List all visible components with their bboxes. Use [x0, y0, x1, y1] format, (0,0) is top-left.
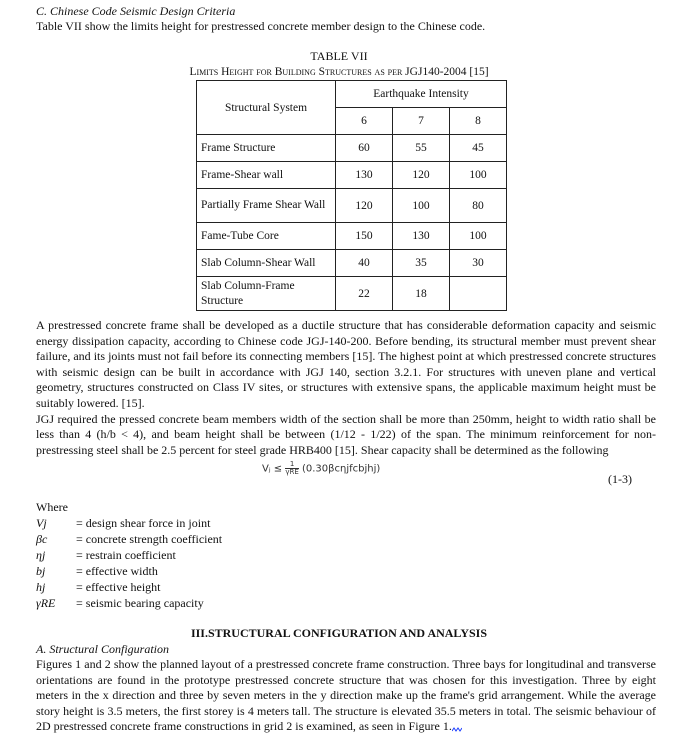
- cell-value: 35: [393, 250, 450, 277]
- definition-symbol: ηj: [36, 548, 46, 562]
- definition-text: = effective width: [76, 564, 158, 578]
- cell-value: 100: [393, 189, 450, 223]
- cell-value: 100: [450, 162, 507, 189]
- formula-fraction: [285, 461, 298, 476]
- definition-symbol: Vj: [36, 516, 47, 530]
- cell-value: 60: [336, 135, 393, 162]
- definition-symbol: bj: [36, 564, 46, 578]
- table-row: [197, 162, 507, 189]
- limits-height-table: [196, 80, 507, 311]
- structural-configuration-subheading: A. Structural Configuration: [36, 642, 170, 656]
- header-structural-system: Structural System: [197, 81, 336, 135]
- definition-symbol: βc: [36, 532, 48, 546]
- cell-value: 22: [336, 277, 393, 311]
- definition-symbol: γRE: [36, 596, 56, 610]
- cell-value: 40: [336, 250, 393, 277]
- paragraph-beam-requirements: JGJ required the pressed concrete beam members width of the section shall be more than 250mm, height to width ratio shall be less than 4 (h/b < 4), and beam height shall be between (1/12 - 1/22) of the span. The minimum reinforcement for non-prestressing steel shall be 2.5 percent for steel grade HRB400 [15]. Shear capacity shall be determined as the following: [36, 411, 656, 457]
- cell-value: 130: [393, 223, 450, 250]
- cell-value: 150: [336, 223, 393, 250]
- definition-text: = concrete strength coefficient: [76, 532, 223, 546]
- shear-capacity-formula: [262, 461, 380, 477]
- cell-value: 80: [450, 189, 507, 223]
- cell-value: 120: [393, 162, 450, 189]
- cell-value: 18: [393, 277, 450, 311]
- structural-configuration-paragraph: Figures 1 and 2 show the planned layout of a prestressed concrete frame construction. Three bays for longitudinal and transverse orientations are found in the prototype prestressed concrete structure that was chosen for this investigation. Three by eight meters in the x direction and three by seven meters in the y direction make up the frame's grid arrangement. While the average story height is 3.5 meters, the first storey is 4 meters tall. The structure is elevated 35.5 meters in total. The seismic behaviour of 2D prestressed concrete frame constructions in grid 2 is examined, as seen in Figure 1.: [36, 657, 656, 734]
- where-label: Where: [36, 500, 68, 514]
- cell-value: 120: [336, 189, 393, 223]
- formula-rhs: (0.30βcηjfcbjhj): [301, 463, 381, 475]
- cell-value: 130: [336, 162, 393, 189]
- equation-number: (1-3): [608, 472, 632, 486]
- table-row: [197, 223, 507, 250]
- table-number: TABLE VII: [310, 49, 368, 63]
- body-paragraph: [36, 318, 656, 458]
- formula-numerator: 1: [289, 460, 295, 468]
- table-row: [197, 250, 507, 277]
- row-system: Slab Column-Shear Wall: [197, 250, 336, 277]
- cell-value: 45: [450, 135, 507, 162]
- intensity-8: 8: [450, 108, 507, 135]
- section-iii-heading: III.STRUCTURAL CONFIGURATION AND ANALYSIS: [190, 626, 488, 640]
- paragraph-ductility: A prestressed concrete frame shall be developed as a ductile structure that has considerable deformation capacity and seismic energy dissipation capacity, according to Chinese code JGJ-140-200. Before bending, its structural member must prevent shear failure, and its joints must not fail before its connecting members [15]. The highest point at which prestressed concrete structures with seismic design can be built in accordance with JGJ 140, section 3.2.1. For structures with uneven plane and vertical geometry, structures constructed on Class IV sites, or structures with extensive spans, the applicable maximum height must be suitably lowered. [15].: [36, 318, 656, 410]
- cell-value: [450, 277, 507, 311]
- structural-configuration-body: [36, 657, 656, 735]
- definition-symbol: hj: [36, 580, 46, 594]
- section-c-intro: Table VII show the limits height for prestressed concrete member design to the Chinese code.: [36, 19, 486, 33]
- row-system: Partially Frame Shear Wall: [197, 189, 336, 223]
- cell-value: 100: [450, 223, 507, 250]
- table-row: [197, 189, 507, 223]
- definition-text: = effective height: [76, 580, 161, 594]
- row-system: Fame-Tube Core: [197, 223, 336, 250]
- intensity-6: 6: [336, 108, 393, 135]
- intensity-7: 7: [393, 108, 450, 135]
- definition-text: = restrain coefficient: [76, 548, 176, 562]
- cell-value: 55: [393, 135, 450, 162]
- formula-lhs: Vⱼ ≤: [262, 463, 283, 475]
- spellcheck-squiggle-icon: [452, 727, 462, 733]
- definition-text: = design shear force in joint: [76, 516, 211, 530]
- row-system: Slab Column-Frame Structure: [197, 277, 336, 311]
- formula-denominator: γRE: [285, 468, 299, 476]
- header-earthquake-intensity: Earthquake Intensity: [336, 81, 507, 108]
- row-system: Frame Structure: [197, 135, 336, 162]
- table-row: [197, 277, 507, 311]
- table-caption: Limits Height for Building Structures as per JGJ140-2004 [15]: [189, 66, 489, 78]
- section-c-heading: C. Chinese Code Seismic Design Criteria: [36, 4, 236, 18]
- cell-value: 30: [450, 250, 507, 277]
- definition-text: = seismic bearing capacity: [76, 596, 204, 610]
- table-row: [197, 135, 507, 162]
- row-system: Frame-Shear wall: [197, 162, 336, 189]
